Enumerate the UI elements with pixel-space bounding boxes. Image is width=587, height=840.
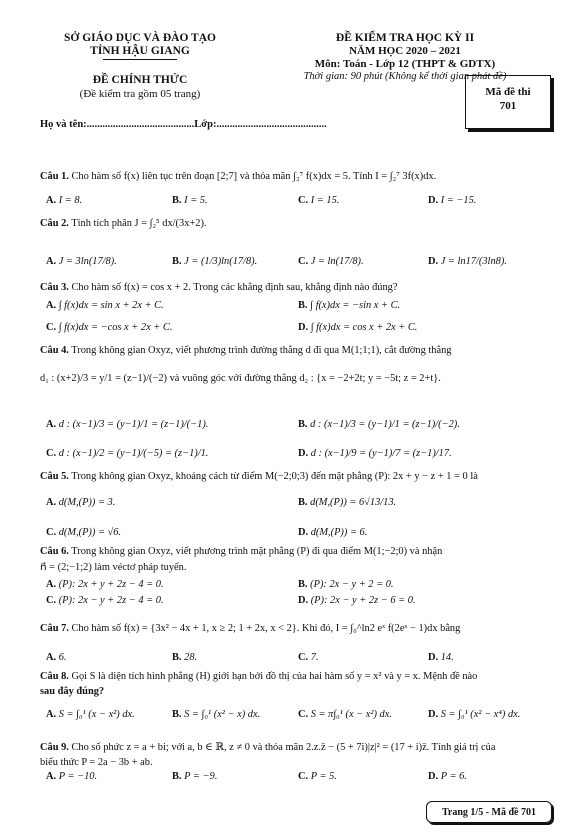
question-6-cont <box>40 561 186 574</box>
exam-code-label: Mã đề thi <box>485 86 531 98</box>
question-stem: Trong không gian Oxyz, viết phương trình đường thẳng d đi qua M(1;1;1), cắt đường thẳng <box>71 345 452 356</box>
question-stem: Gọi S là diện tích hình phẳng (H) giới hạn bởi đồ thị của hai hàm số y = x² và y = x. Mệnh đề nào <box>71 671 478 682</box>
option-c: C. (P): 2x − y + 2z − 4 = 0. <box>46 595 164 606</box>
question-label: Câu 9. <box>40 742 69 753</box>
option-d: D. 14. <box>428 652 454 663</box>
option-d: D. P = 6. <box>428 771 467 782</box>
option-d: D. J = ln17/(3ln8). <box>428 256 507 267</box>
exam-title: ĐỀ KIỂM TRA HỌC KỲ II <box>335 32 475 44</box>
question-stem: Trong không gian Oxyz, khoảng cách từ điểm M(−2;0;3) đến mặt phẳng (P): 2x + y − z + 1 = 0 là <box>71 471 478 482</box>
question-9 <box>40 741 495 754</box>
question-4 <box>40 344 451 357</box>
page-footer-text: Trang 1/5 - Mã đề 701 <box>442 806 536 818</box>
option-b: B. (P): 2x − y + 2 = 0. <box>298 579 394 590</box>
department-line-1: SỞ GIÁO DỤC VÀ ĐÀO TẠO <box>64 32 216 44</box>
option-a: A. d(M,(P)) = 3. <box>46 497 116 508</box>
question-label: Câu 4. <box>40 345 69 356</box>
pages-note: (Đề kiểm tra gồm 05 trang) <box>79 88 201 100</box>
option-d: D. d : (x−1)/9 = (y−1)/7 = (z−1)/17. <box>298 448 452 459</box>
option-b: B. P = −9. <box>172 771 218 782</box>
option-b: B. J = (1/3)ln(17/8). <box>172 256 258 267</box>
option-d: D. I = −15. <box>428 195 477 206</box>
question-9-cont <box>40 756 153 769</box>
option-d: D. S = ∫₀¹ (x² − x⁴) dx. <box>428 709 521 720</box>
page-footer <box>426 801 552 823</box>
option-b: B. ∫ f(x)dx = −sin x + C. <box>298 300 401 311</box>
question-stem-continued: biểu thức P = 2a − 3b + ab. <box>40 757 153 768</box>
question-5 <box>40 470 478 483</box>
question-3 <box>40 281 397 294</box>
question-label: Câu 3. <box>40 282 69 293</box>
question-7 <box>40 622 460 635</box>
option-c: C. J = ln(17/8). <box>298 256 364 267</box>
question-label: Câu 1. <box>40 171 69 182</box>
school-year: NĂM HỌC 2020 – 2021 <box>349 45 461 57</box>
option-c: C. P = 5. <box>298 771 337 782</box>
option-c: C. I = 15. <box>298 195 340 206</box>
department-line-2: TỈNH HẬU GIANG <box>90 45 190 57</box>
question-6 <box>40 545 442 558</box>
question-8-cont <box>40 685 104 698</box>
question-stem: Trong không gian Oxyz, viết phương trình mặt phẳng (P) đi qua điểm M(1;−2;0) và nhận <box>71 546 443 557</box>
question-label: Câu 6. <box>40 546 69 557</box>
option-a: A. 6. <box>46 652 67 663</box>
option-c: C. d(M,(P)) = √6. <box>46 527 122 538</box>
option-a: A. J = 3ln(17/8). <box>46 256 117 267</box>
option-d: D. d(M,(P)) = 6. <box>298 527 368 538</box>
option-c: C. ∫ f(x)dx = −cos x + 2x + C. <box>46 322 173 333</box>
exam-code-value: 701 <box>499 100 517 112</box>
option-a: A. P = −10. <box>46 771 98 782</box>
question-1 <box>40 170 436 183</box>
question-label: Câu 2. <box>40 218 69 229</box>
option-c: C. d : (x−1)/2 = (y−1)/(−5) = (z−1)/1. <box>46 448 209 459</box>
question-stem: Cho số phức z = a + bi; với a, b ∈ ℝ, z ≠ 0 và thỏa mãn 2.z.z̄ − (5 + 7i)|z|² = (17 + i)z̄. Tính giá trị của <box>71 742 496 753</box>
option-c: C. S = π∫₀¹ (x − x²) dx. <box>298 709 392 720</box>
question-stem-continued: sau đây đúng? <box>40 686 105 697</box>
option-a: A. ∫ f(x)dx = sin x + 2x + C. <box>46 300 164 311</box>
time-limit: Thời gian: 90 phút (Không kể thời gian phát đề) <box>303 71 507 82</box>
option-d: D. ∫ f(x)dx = cos x + 2x + C. <box>298 322 418 333</box>
option-a: A. d : (x−1)/3 = (y−1)/1 = (z−1)/(−1). <box>46 419 209 430</box>
question-stem: Cho hàm số f(x) liên tục trên đoạn [2;7] và thỏa mãn ∫₂⁷ f(x)dx = 5. Tính I = ∫₂⁷ 3f(x)dx. <box>71 171 437 182</box>
option-c: C. 7. <box>298 652 319 663</box>
option-a: A. S = ∫₀¹ (x − x²) dx. <box>46 709 135 720</box>
option-b: B. S = ∫₀¹ (x² − x) dx. <box>172 709 261 720</box>
option-a: A. I = 8. <box>46 195 83 206</box>
option-b: B. d : (x−1)/3 = (y−1)/1 = (z−1)/(−2). <box>298 419 460 430</box>
subject: Môn: Toán - Lớp 12 (THPT & GDTX) <box>314 58 496 70</box>
exam-code-box <box>465 75 551 129</box>
question-8 <box>40 670 477 683</box>
option-b: B. I = 5. <box>172 195 208 206</box>
student-name-field: Họ và tên:.........................................Lớp:.......................................... <box>40 119 327 130</box>
question-label: Câu 7. <box>40 623 69 634</box>
question-label: Câu 5. <box>40 471 69 482</box>
option-b: B. 28. <box>172 652 198 663</box>
option-d: D. (P): 2x − y + 2z − 6 = 0. <box>298 595 416 606</box>
question-stem: Tính tích phân J = ∫₂⁵ dx/(3x+2). <box>71 218 207 229</box>
option-b: B. d(M,(P)) = 6√13/13. <box>298 497 397 508</box>
question-2 <box>40 217 207 230</box>
official-label: ĐỀ CHÍNH THỨC <box>92 74 188 86</box>
question-stem: Cho hàm số f(x) = {3x² − 4x + 1, x ≥ 2; 1 + 2x, x < 2}. Khi đó, I = ∫₀^ln2 eˣ f(2eˣ − 1)dx bằng <box>71 623 461 634</box>
question-stem-continued: d₁ : (x+2)/3 = y/1 = (z−1)/(−2) và vuông góc với đường thẳng d₂ : {x = −2+2t; y = −5t; z = 2+t}. <box>40 373 441 384</box>
question-stem: Cho hàm số f(x) = cos x + 2. Trong các khẳng định sau, khẳng định nào đúng? <box>71 282 398 293</box>
question-label: Câu 8. <box>40 671 69 682</box>
header-divider <box>103 59 177 60</box>
option-a: A. (P): 2x + y + 2z − 4 = 0. <box>46 579 164 590</box>
question-stem-continued: n⃗ = (2;−1;2) làm véctơ pháp tuyến. <box>40 562 187 573</box>
question-4-cont <box>40 372 441 385</box>
